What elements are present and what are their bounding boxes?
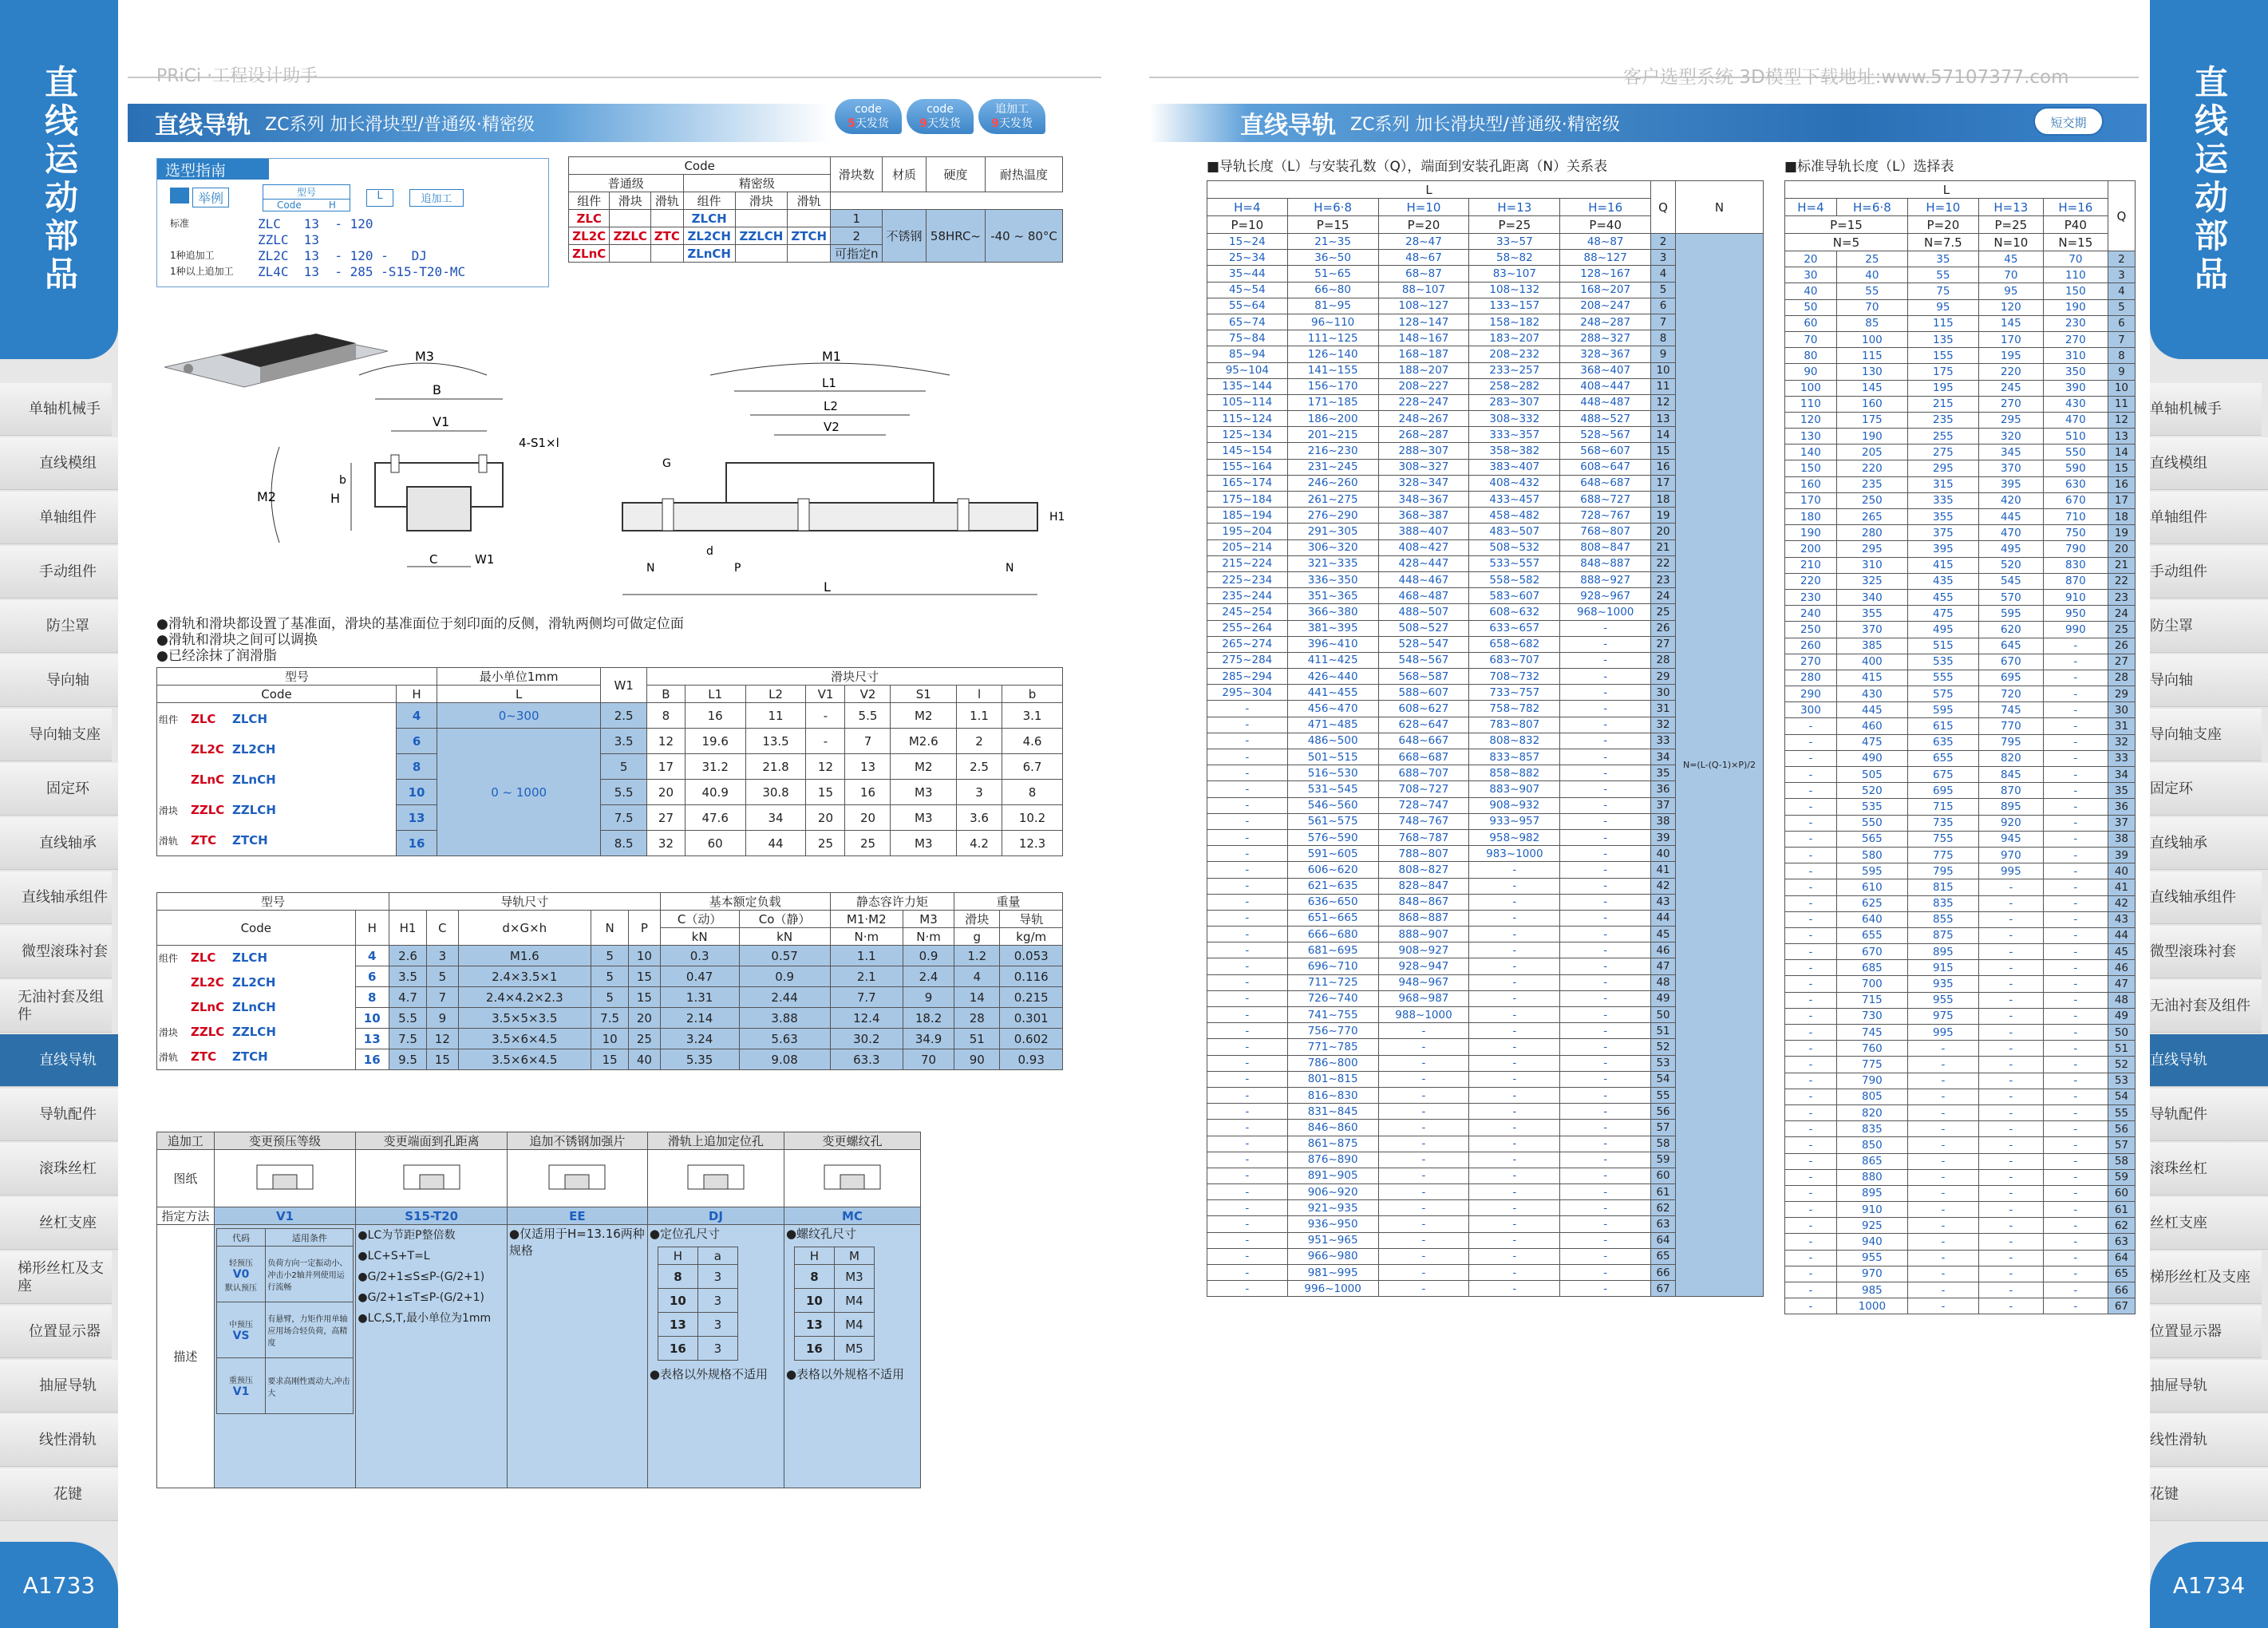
table1-row: 组件 ZLC ZLCH ZL2C ZL2CH ZLnC ZLnCH 滑块 ZZLC ZZLCH 滑轨 ZTC ZTCH 4 0~300 2.5 8 16 11 - 5.5 M2 1.1 3.1 bbox=[157, 703, 1063, 729]
nav-item[interactable]: 直线导轨 bbox=[2150, 1034, 2268, 1087]
dim-b-small: b bbox=[339, 474, 346, 487]
dim-c: C bbox=[429, 552, 438, 567]
brand-right: 客户选型系统 3D模型下载地址:www.57107377.com bbox=[1623, 67, 2069, 88]
dim-m2: M2 bbox=[257, 489, 276, 504]
code-row: ZLC ZLCH 1 不锈钢 58HRC~ -40 ~ 80°C bbox=[569, 210, 1063, 227]
length-row: - 906~920 - - - 61 bbox=[1207, 1184, 1764, 1200]
length-row: - 576~590 768~787 958~982 - 39 bbox=[1207, 829, 1764, 845]
note-1: ●滑轨和滑块都设置了基准面，滑块的基准面位于刻印面的反侧，滑轨两侧均可做定位面 bbox=[156, 616, 684, 632]
nav-item[interactable]: 导向轴支座 bbox=[2150, 709, 2262, 761]
length-row: 245~254 366~380 488~507 608~632 968~1000 25 bbox=[1207, 604, 1764, 620]
std-length-row: - 655 875 - - 44 bbox=[1785, 927, 2136, 943]
std-length-row: - 625 835 - - 42 bbox=[1785, 895, 2136, 911]
length-row: - 801~815 - - - 54 bbox=[1207, 1071, 1764, 1087]
length-row: - 501~515 668~687 833~857 - 34 bbox=[1207, 749, 1764, 765]
length-row: - 486~500 648~667 808~832 - 33 bbox=[1207, 733, 1764, 749]
nav-item[interactable]: 防尘罩 bbox=[2150, 600, 2268, 653]
left-sidebar bbox=[0, 0, 118, 1628]
badge-2: code 9天发货 bbox=[907, 99, 974, 134]
length-row: - 846~860 - - - 57 bbox=[1207, 1120, 1764, 1136]
category-nav bbox=[0, 383, 118, 1523]
table2-row: 6 3.5 5 2.4×3.5×1 5 15 0.47 0.9 2.1 2.4 4 0.116 bbox=[157, 966, 1063, 987]
length-row: 295~304 441~455 588~607 733~757 - 30 bbox=[1207, 685, 1764, 701]
length-row: - 696~710 928~947 - - 47 bbox=[1207, 958, 1764, 974]
stainless-desc: ●仅适用于H=13.16两种规格 bbox=[507, 1225, 647, 1488]
std-length-row: - 490 655 820 - 33 bbox=[1785, 750, 2136, 766]
nav-item[interactable]: 导轨配件 bbox=[2150, 1089, 2268, 1141]
nav-item[interactable]: 单轴组件 bbox=[0, 492, 118, 544]
dim-v1: V1 bbox=[433, 414, 450, 429]
right-sidebar bbox=[2150, 0, 2268, 1628]
side-view-drawing bbox=[591, 343, 1069, 607]
nav-item[interactable]: 丝杠支座 bbox=[2150, 1197, 2268, 1250]
std-length-row: - 985 - - - 66 bbox=[1785, 1282, 2136, 1298]
std-length-row: 120 175 235 295 470 12 bbox=[1785, 412, 2136, 428]
nav-item[interactable]: 防尘罩 bbox=[0, 600, 118, 653]
std-length-row: - 880 - - - 59 bbox=[1785, 1169, 2136, 1185]
right-title-bar bbox=[1149, 104, 2147, 142]
code-row: ZLnC ZLnCH 可指定n bbox=[569, 245, 1063, 263]
badge-3: 追加工 9天发货 bbox=[978, 99, 1045, 134]
guide-row-label: 1种以上追加工 bbox=[170, 266, 234, 277]
nav-item[interactable]: 手动组件 bbox=[0, 546, 118, 599]
n-formula: N=(L-(Q-1)×P)/2 bbox=[1676, 234, 1764, 1297]
std-length-row: - 790 - - - 53 bbox=[1785, 1073, 2136, 1089]
std-length-row: 180 265 355 445 710 18 bbox=[1785, 509, 2136, 525]
nav-item[interactable]: 花键 bbox=[2150, 1468, 2268, 1521]
std-length-row: - 925 - - - 62 bbox=[1785, 1218, 2136, 1234]
page-title: 直线导轨 bbox=[155, 112, 251, 140]
std-length-row: 50 70 95 120 190 5 bbox=[1785, 299, 2136, 315]
std-length-row: - 940 - - - 63 bbox=[1785, 1234, 2136, 1250]
position-hole-table: H a 8 3 10 3 13 3 16 3 bbox=[658, 1247, 738, 1361]
length-row: - 471~485 628~647 783~807 - 32 bbox=[1207, 717, 1764, 733]
std-length-row: 250 370 495 620 990 25 bbox=[1785, 622, 2136, 638]
guide-heading: 选型指南 bbox=[157, 159, 269, 180]
note-3: ●已经涂抹了润滑脂 bbox=[156, 648, 277, 664]
thread-hole-table: H M 8 M3 10 M4 13 M4 16 M5 bbox=[794, 1247, 875, 1361]
std-length-row: - 820 - - - 55 bbox=[1785, 1104, 2136, 1120]
format-box-type: 型号 Code H bbox=[263, 184, 350, 211]
std-length-row: - 595 795 995 - 40 bbox=[1785, 863, 2136, 879]
table2-row: 16 9.5 15 3.5×6×4.5 15 40 5.35 9.08 63.3 70 90 0.93 bbox=[157, 1049, 1063, 1070]
nav-item[interactable]: 直线轴承 bbox=[2150, 817, 2268, 870]
length-row: - 831~845 - - - 56 bbox=[1207, 1104, 1764, 1120]
std-length-row: - 640 855 - - 43 bbox=[1785, 911, 2136, 927]
std-length-row: - 685 915 - - 46 bbox=[1785, 960, 2136, 976]
std-length-row: - 1000 - - - 67 bbox=[1785, 1298, 2136, 1314]
page-title-right: 直线导轨 bbox=[1240, 112, 1336, 140]
length-row: 35~44 51~65 68~87 83~107 128~167 4 bbox=[1207, 266, 1764, 282]
guide-rows bbox=[170, 216, 465, 280]
std-length-row: - 910 - - - 61 bbox=[1785, 1202, 2136, 1218]
nav-item[interactable]: 滚珠丝杠 bbox=[2150, 1143, 2268, 1195]
std-length-row: 240 355 475 595 950 24 bbox=[1785, 606, 2136, 622]
std-length-row: - 730 975 - - 49 bbox=[1785, 1008, 2136, 1024]
dim-p: P bbox=[734, 562, 741, 575]
std-length-row: 40 55 75 95 150 4 bbox=[1785, 283, 2136, 299]
nav-item[interactable]: 固定环 bbox=[0, 763, 118, 816]
length-row: - 921~935 - - - 62 bbox=[1207, 1200, 1764, 1216]
length-row: 145~154 216~230 288~307 358~382 568~607 15 bbox=[1207, 443, 1764, 459]
dim-m1: M1 bbox=[822, 349, 841, 364]
dim-m3: M3 bbox=[415, 349, 434, 364]
nav-item[interactable]: 直线模组 bbox=[0, 437, 118, 490]
length-hole-table: L Q N H=4 H=6·8 H=10 H=13 H=16 P=10 P=15 P=20 P=25 P=40 15~24 21~35 28~47 33~57 48~87 2 N=(L-(Q-1)×P)/2 25~34 36~50 48~67 58~82 88~127 3 35~44 51~65 68~87 83~107 128~167 4 45~54 66~80 88~107 108~132 168~207 5 55~64 81~95 108~127 133~157 208~247 6 65~74 96~110 128~147 158~182 248~287 7 75~84 111~125 148~167 183~207 288~327 8 85~94 126~140 168~187 208~232 328~367 9 95~104 141~155 188~207 233~257 368~407 10 135~144 156~170 208~227 258~282 408~447 11 105~114 171~185 228~247 283~307 448~487 12 115~124 186~200 248~267 308~332 488~527 13 125~134 201~215 268~287 333~357 528~567 14 145~154 216~230 288~307 358~382 568~607 15 155~164 231~245 308~327 383~407 608~647 16 165~174 246~260 328~347 408~432 648~687 17 175~184 261~275 348~367 433~457 688~727 18 185~194 276~290 368~387 458~482 728~767 19 195~204 291~305 388~407 483~507 768~807 20 205~214 306~320 408~427 508~532 808~847 21 215~224 321~335 428~447 533~557 848~887 22 225~234 336~350 448~467 558~582 888~927 23 235~244 351~365 468~487 583~607 928~967 24 245~254 366~380 488~507 608~632 968~1000 25 255~264 381~395 508~527 633~657 - 26 265~274 396~410 528~547 658~682 - 27 275~284 411~425 548~567 683~707 - 28 285~294 426~440 568~587 708~732 - 29 295~304 441~455 588~607 733~757 - 30 - 456~470 608~627 758~782 - 31 - 471~485 628~647 783~807 - 32 - 486~500 648~667 808~832 - 33 - 501~515 668~687 833~857 - 34 - 516~530 688~707 858~882 - 35 - 531~545 708~727 883~907 - 36 - 546~560 728~747 908~932 - 37 - 561~575 748~767 933~957 - 38 - 576~590 768~787 958~982 - 39 - 591~605 788~807 983~1000 - 40 - 606~620 808~827 - - 41 - 621~635 828~847 - - 42 - 636~650 848~867 - - 43 - 651~665 868~887 - - 44 - 666~680 888~907 - - 45 - 681~695 908~927 - - 46 - 696~710 928~947 - - 47 - 711~725 948~967 - - 48 - 726~740 968~987 - - 49 - 741~755 988~1000 - - 50 - 756~770 - - - 51 - 771~785 - - - 52 - 786~800 - - - 53 - 801~815 - - - 54 - 816~830 - - - 55 - 831~845 - - - 56 - 846~860 - - - 57 - 861~875 - - - 58 - 876~890 - - - 59 - 891~905 - - - 60 - 906~920 - - - 61 - 921~935 - - - 62 - 936~950 - - - 63 - 951~965 - - - 64 - 966~980 - - - 65 - 981~995 - - - 66 - 996~1000 - - - 67 bbox=[1207, 180, 1764, 1297]
std-length-row: - 760 - - - 51 bbox=[1785, 1041, 2136, 1057]
thread-hole-desc: ●螺纹孔尺寸 H M 8 M3 10 M4 13 M4 16 M5 ●表格以外规格不适用 bbox=[784, 1225, 920, 1488]
length-row: - 816~830 - - - 55 bbox=[1207, 1087, 1764, 1103]
guide-row-code: ZL4C 13 - 285 -S15-T20-MC bbox=[258, 264, 466, 279]
length-row: - 951~965 - - - 64 bbox=[1207, 1232, 1764, 1248]
std-length-row: - 565 755 945 - 38 bbox=[1785, 831, 2136, 847]
length-row: - 996~1000 - - - 67 bbox=[1207, 1281, 1764, 1297]
std-length-row: 210 310 415 520 830 21 bbox=[1785, 557, 2136, 573]
nav-item[interactable]: 抽屉导轨 bbox=[0, 1360, 118, 1413]
table2-codes: 组件 ZLC ZLCH ZL2C ZL2CH ZLnC ZLnCH 滑块 ZZLC ZZLCH 滑轨 ZTC ZTCH bbox=[157, 946, 356, 1070]
std-length-row: 60 85 115 145 230 6 bbox=[1785, 315, 2136, 331]
length-row: - 876~890 - - - 59 bbox=[1207, 1152, 1764, 1168]
table1-row: 13 7.5 27 47.6 34 20 20 M3 3.6 10.2 bbox=[157, 805, 1063, 831]
length-row: - 591~605 788~807 983~1000 - 40 bbox=[1207, 846, 1764, 862]
addon-drawing-1 bbox=[356, 1150, 508, 1207]
std-length-row: 110 160 215 270 430 11 bbox=[1785, 396, 2136, 412]
length-row: - 741~755 988~1000 - - 50 bbox=[1207, 1007, 1764, 1023]
length-row: - 936~950 - - - 63 bbox=[1207, 1216, 1764, 1232]
std-length-row: - 895 - - - 60 bbox=[1785, 1185, 2136, 1201]
standard-length-table: L Q H=4 H=6·8 H=10 H=13 H=16 P=15 P=20 P=25 P40 N=5 N=7.5 N=10 N=15 20 25 35 45 70 2 30 40 55 70 110 3 40 55 75 95 150 4 50 70 95 120 190 5 60 85 115 145 230 6 70 100 135 170 270 7 80 115 155 195 310 8 90 130 175 220 350 9 100 145 195 245 390 10 110 160 215 270 430 11 120 175 235 295 470 12 130 190 255 320 510 13 140 205 275 345 550 14 150 220 295 370 590 15 160 235 315 395 630 16 170 250 335 420 670 17 180 265 355 445 710 18 190 280 375 470 750 19 200 295 395 495 790 20 210 310 415 520 830 21 220 325 435 545 870 22 230 340 455 570 910 23 240 355 475 595 950 24 250 370 495 620 990 25 260 385 515 645 - 26 270 400 535 670 - 27 280 415 555 695 - 28 290 430 575 720 - 29 300 445 595 745 - 30 - 460 615 770 - 31 - 475 635 795 - 32 - 490 655 820 - 33 - 505 675 845 - 34 - 520 695 870 - 35 - 535 715 895 - 36 - 550 735 920 - 37 - 565 755 945 - 38 - 580 775 970 - 39 - 595 795 995 - 40 - 610 815 - - 41 - 625 835 - - 42 - 640 855 - - 43 - 655 875 - - 44 - 670 895 - - 45 - 685 915 - - 46 - 700 935 - - 47 - 715 955 - - 48 - 730 975 - - 49 - 745 995 - - 50 - 760 - - - 51 - 775 - - - 52 - 790 - - - 53 - 805 - - - 54 - 820 - - - 55 - 835 - - - 56 - 850 - - - 57 - 865 - - - 58 - 880 - - - 59 - 895 - - - 60 - 910 - - - 61 - 925 - - - 62 - 940 - - - 63 - 955 - - - 64 - 970 - - - 65 - 985 - - - 66 - 1000 - - - 67 bbox=[1784, 180, 2136, 1314]
length-row: 195~204 291~305 388~407 483~507 768~807 20 bbox=[1207, 524, 1764, 539]
length-row: 85~94 126~140 168~187 208~232 328~367 9 bbox=[1207, 346, 1764, 362]
short-delivery-tag: 短交期 bbox=[2033, 107, 2104, 136]
nav-item[interactable]: 导轨配件 bbox=[0, 1089, 118, 1141]
nav-item[interactable]: 微型滚珠衬套 bbox=[0, 926, 112, 978]
std-length-row: - 580 775 970 - 39 bbox=[1785, 847, 2136, 863]
std-length-row: - 505 675 845 - 34 bbox=[1785, 767, 2136, 783]
length-row: - 606~620 808~827 - - 41 bbox=[1207, 862, 1764, 878]
left-title-bar bbox=[128, 104, 830, 142]
table2-row: 10 5.5 9 3.5×5×3.5 7.5 20 2.14 3.88 12.4 18.2 28 0.301 bbox=[157, 1008, 1063, 1029]
length-row: 255~264 381~395 508~527 633~657 - 26 bbox=[1207, 620, 1764, 636]
nav-item[interactable]: 无油衬套及组件 bbox=[2150, 980, 2262, 1033]
nav-item[interactable]: 滚珠丝杠 bbox=[0, 1143, 118, 1195]
guide-row-label bbox=[170, 232, 258, 248]
std-length-row: 300 445 595 745 - 30 bbox=[1785, 702, 2136, 718]
std-length-row: 20 25 35 45 70 2 bbox=[1785, 251, 2136, 267]
std-length-row: 260 385 515 645 - 26 bbox=[1785, 638, 2136, 654]
dim-v2: V2 bbox=[824, 420, 840, 434]
dim-s1: 4-S1×l bbox=[519, 436, 559, 450]
length-row: - 891~905 - - - 60 bbox=[1207, 1168, 1764, 1183]
length-row: - 561~575 748~767 933~957 - 38 bbox=[1207, 813, 1764, 829]
nav-item[interactable]: 导向轴 bbox=[0, 654, 118, 707]
nav-item[interactable]: 直线轴承 bbox=[0, 817, 118, 870]
std-length-row: - 775 - - - 52 bbox=[1785, 1057, 2136, 1073]
std-length-row: 220 325 435 545 870 22 bbox=[1785, 573, 2136, 589]
std-length-row: 150 220 295 370 590 15 bbox=[1785, 460, 2136, 476]
std-length-row: - 535 715 895 - 36 bbox=[1785, 799, 2136, 815]
table1-row: 8 5 17 31.2 21.8 12 13 M2 2.5 6.7 bbox=[157, 754, 1063, 780]
length-row: - 966~980 - - - 65 bbox=[1207, 1248, 1764, 1264]
guide-row-label: 1种追加工 bbox=[170, 250, 215, 261]
dim-w1: W1 bbox=[475, 552, 495, 567]
table1-row: 16 8.5 32 60 44 25 25 M3 4.2 12.3 bbox=[157, 831, 1063, 856]
feature-notes bbox=[156, 616, 684, 664]
length-row: 275~284 411~425 548~567 683~707 - 28 bbox=[1207, 652, 1764, 668]
length-row: 285~294 426~440 568~587 708~732 - 29 bbox=[1207, 669, 1764, 685]
std-length-row: - 460 615 770 - 31 bbox=[1785, 718, 2136, 734]
nav-item[interactable]: 花键 bbox=[0, 1468, 118, 1521]
length-row: 105~114 171~185 228~247 283~307 448~487 12 bbox=[1207, 394, 1764, 410]
nav-item[interactable]: 丝杠支座 bbox=[0, 1197, 118, 1250]
guide-row-label: 标准 bbox=[170, 218, 190, 229]
format-box-addon: 追加工 bbox=[409, 189, 464, 207]
length-row: - 531~545 708~727 883~907 - 36 bbox=[1207, 781, 1764, 797]
code-row: ZL2C ZZLC ZTC ZL2CH ZZLCH ZTCH 2 bbox=[569, 227, 1063, 245]
nav-item[interactable]: 单轴机械手 bbox=[0, 383, 112, 436]
length-row: - 621~635 828~847 - - 42 bbox=[1207, 878, 1764, 894]
std-length-row: - 850 - - - 57 bbox=[1785, 1137, 2136, 1153]
nav-item[interactable]: 导向轴 bbox=[2150, 654, 2268, 707]
dim-h1: H1 bbox=[1049, 511, 1065, 524]
nav-item[interactable]: 直线轴承组件 bbox=[2150, 871, 2262, 924]
std-length-row: 160 235 315 395 630 16 bbox=[1785, 476, 2136, 492]
nav-item[interactable]: 无油衬套及组件 bbox=[0, 980, 112, 1033]
table1-codes: 组件 ZLC ZLCH ZL2C ZL2CH ZLnC ZLnCH 滑块 ZZLC ZZLCH 滑轨 ZTC ZTCH bbox=[157, 703, 397, 856]
std-length-row: 170 250 335 420 670 17 bbox=[1785, 492, 2136, 508]
preload-table: 代码 适用条件 轻预压 V0 默认预压 负荷方向一定振动小、冲击小2轴并列使用运行流畅 中预压 VS 有悬臂，力矩作用单轴应用场合轻负荷，高精度 重预压 V1 要求高刚性震动大,冲击大 bbox=[216, 1228, 354, 1414]
length-row: 15~24 21~35 28~47 33~57 48~87 2 N=(L-(Q-1)×P)/2 bbox=[1207, 234, 1764, 250]
section-title-right: 直线运动部品 bbox=[2150, 0, 2268, 359]
length-row: 115~124 186~200 248~267 308~332 488~527 13 bbox=[1207, 411, 1764, 427]
front-view-drawing bbox=[247, 343, 559, 591]
length-row: - 756~770 - - - 51 bbox=[1207, 1023, 1764, 1039]
example-label: 举例 bbox=[192, 188, 229, 207]
std-length-row: - 610 815 - - 41 bbox=[1785, 879, 2136, 895]
std-length-row: 80 115 155 195 310 8 bbox=[1785, 348, 2136, 364]
std-length-row: - 835 - - - 56 bbox=[1785, 1121, 2136, 1137]
computer-icon bbox=[170, 188, 189, 204]
nav-item[interactable]: 直线模组 bbox=[2150, 437, 2268, 490]
nav-item[interactable]: 位置显示器 bbox=[2150, 1306, 2262, 1358]
category-nav-right bbox=[2150, 383, 2268, 1523]
nav-item[interactable]: 手动组件 bbox=[2150, 546, 2268, 599]
std-length-row: 140 205 275 345 550 14 bbox=[1785, 445, 2136, 460]
std-length-row: - 550 735 920 - 37 bbox=[1785, 815, 2136, 831]
guide-row-code: ZL2C 13 - 120 - DJ bbox=[258, 248, 427, 263]
guide-row-code: ZLC 13 - 120 bbox=[258, 216, 373, 231]
std-length-row: - 955 - - - 64 bbox=[1785, 1250, 2136, 1266]
length-row: 135~144 156~170 208~227 258~282 408~447 11 bbox=[1207, 378, 1764, 394]
dim-l2: L2 bbox=[824, 399, 838, 413]
dim-g: G bbox=[662, 457, 671, 470]
position-hole-desc: ●定位孔尺寸 H a 8 3 10 3 13 3 16 3 ●表格以外规格不适用 bbox=[647, 1225, 784, 1488]
length-row: - 726~740 968~987 - - 49 bbox=[1207, 990, 1764, 1006]
nav-item[interactable]: 抽屉导轨 bbox=[2150, 1360, 2268, 1413]
std-length-row: - 700 935 - - 47 bbox=[1785, 976, 2136, 992]
std-length-row: 230 340 455 570 910 23 bbox=[1785, 589, 2136, 605]
addon-drawing-4 bbox=[784, 1150, 920, 1207]
std-length-row: - 970 - - - 65 bbox=[1785, 1266, 2136, 1282]
std-length-row: - 475 635 795 - 32 bbox=[1785, 734, 2136, 750]
length-row: - 681~695 908~927 - - 46 bbox=[1207, 942, 1764, 958]
length-row: - 456~470 608~627 758~782 - 31 bbox=[1207, 701, 1764, 717]
nav-item[interactable]: 梯形丝杠及支座 bbox=[0, 1251, 112, 1304]
std-length-row: 280 415 555 695 - 28 bbox=[1785, 670, 2136, 686]
std-length-row: 90 130 175 220 350 9 bbox=[1785, 364, 2136, 380]
additional-machining-table: 追加工 变更预压等级 变更端面到孔距离 追加不锈钢加强片 滑轨上追加定位孔 变更螺纹孔 图纸 指定方法 V1 S15-T20 EE DJ MC 描述 代码 适用条件 轻预压 V0 默认预压 负荷方向一定振动小、冲击小2轴并列使用运行流畅 中预压 VS 有悬臂，力矩作用单轴应用场合轻负荷，高精度 重预压 V1 要求高刚性震动大,冲击大 ●LC为节距P整倍数 ●LC+S+T=L ●G/2+1≤S≤P-(G/2+1) ●G/2+1≤T≤P-(G/2+1) ●LC,S,T,最小单位为1mm ●仅适用于H=13.16两种规格 ●定位孔尺寸 H a 8 3 10 3 13 3 16 3 ●表格以外规格不适用 ●螺纹孔尺寸 H M 8 M3 10 M4 13 M4 16 M5 ●表格以外规格不适用 bbox=[156, 1132, 921, 1488]
length-row: 225~234 336~350 448~467 558~582 888~927 23 bbox=[1207, 571, 1764, 587]
nav-item[interactable]: 直线轴承组件 bbox=[0, 871, 112, 924]
length-row: 165~174 246~260 328~347 408~432 648~687 17 bbox=[1207, 475, 1764, 491]
rail-dimension-table: 型号 导轨尺寸 基本额定负载 静态容许力矩 重量 Code H H1 C d×G×h N P C（动） Co（静） M1·M2 M3 滑块 导轨 kN kN N·m N·m g kg/m 组件 ZLC ZLCH ZL2C ZL2CH ZLnC ZLnCH 滑块 ZZLC ZZLCH 滑轨 ZTC ZTCH 4 2.6 3 M1.6 5 10 0.3 0.57 1.1 0.9 1.2 0.053 6 3.5 5 2.4×3.5×1 5 15 0.47 0.9 2.1 2.4 4 0.116 8 4.7 7 2.4×4.2×2.3 5 15 1.31 2.44 7.7 9 14 0.215 10 5.5 9 3.5×5×3.5 7.5 20 2.14 3.88 12.4 18.2 28 0.301 13 7.5 12 3.5×6×4.5 10 25 3.24 5.63 30.2 34.9 51 0.602 16 9.5 15 3.5×6×4.5 15 40 5.35 9.08 63.3 70 90 0.93 bbox=[156, 892, 1063, 1070]
table2-row: 13 7.5 12 3.5×6×4.5 10 25 3.24 5.63 30.2 34.9 51 0.602 bbox=[157, 1029, 1063, 1049]
length-row: - 516~530 688~707 858~882 - 35 bbox=[1207, 765, 1764, 781]
nav-item[interactable]: 单轴机械手 bbox=[2150, 383, 2262, 436]
length-row: 55~64 81~95 108~127 133~157 208~247 6 bbox=[1207, 298, 1764, 314]
slider-dimension-table: 型号 最小单位1mm W1 滑块尺寸 Code H L B L1 L2 V1 V2 S1 l b 组件 ZLC ZLCH ZL2C ZL2CH ZLnC ZLnCH 滑块 ZZLC ZZLCH 滑轨 ZTC ZTCH 4 0~300 2.5 8 16 11 - 5.5 M2 1.1 3.1 6 0 ~ 1000 3.5 12 19.6 13.5 - 7 M2.6 2 4.6 8 5 17 31.2 21.8 12 13 M2 2.5 6.7 10 5.5 20 40.9 30.8 15 16 M3 3 8 13 7.5 27 47.6 34 20 20 M3 3.6 10.2 16 8.5 32 60 44 25 25 M3 4.2 12.3 bbox=[156, 667, 1063, 856]
delivery-badges bbox=[835, 99, 1045, 134]
format-box-l: L bbox=[366, 189, 393, 207]
nav-item[interactable]: 导向轴支座 bbox=[0, 709, 112, 761]
length-row: - 771~785 - - - 52 bbox=[1207, 1039, 1764, 1055]
table2-row: 组件 ZLC ZLCH ZL2C ZL2CH ZLnC ZLnCH 滑块 ZZLC ZZLCH 滑轨 ZTC ZTCH 4 2.6 3 M1.6 5 10 0.3 0.57 1.1 0.9 1.2 0.053 bbox=[157, 946, 1063, 966]
dim-n: N bbox=[646, 562, 655, 575]
dim-b: B bbox=[433, 382, 441, 397]
nav-item[interactable]: 线性滑轨 bbox=[0, 1414, 118, 1467]
std-length-row: - 865 - - - 58 bbox=[1785, 1153, 2136, 1169]
dim-l1: L1 bbox=[822, 376, 836, 390]
length-row: 125~134 201~215 268~287 333~357 528~567 14 bbox=[1207, 427, 1764, 443]
code-table: Code 滑块数 材质 硬度 耐热温度 普通级 精密级 组件 滑块 滑轨 组件 滑块 滑轨 ZLC ZLCH 1 不锈钢 58HRC~ -40 ~ 80°C ZL2C ZZLC ZTC ZL2CH ZZLCH ZTCH 2 ZLnC ZLnCH 可指定n bbox=[568, 156, 1063, 263]
length-row: 215~224 321~335 428~447 533~557 848~887 22 bbox=[1207, 555, 1764, 571]
table1-row: 6 0 ~ 1000 3.5 12 19.6 13.5 - 7 M2.6 2 4.6 bbox=[157, 729, 1063, 754]
nav-item[interactable]: 固定环 bbox=[2150, 763, 2268, 816]
badge-1: code 5天发货 bbox=[835, 99, 902, 134]
std-length-row: - 805 - - - 54 bbox=[1785, 1089, 2136, 1104]
std-length-row: 130 190 255 320 510 13 bbox=[1785, 429, 2136, 445]
nav-item[interactable]: 线性滑轨 bbox=[2150, 1414, 2268, 1467]
selection-guide bbox=[156, 158, 549, 287]
length-row: 95~104 141~155 188~207 233~257 368~407 10 bbox=[1207, 362, 1764, 378]
table1-row: 10 5.5 20 40.9 30.8 15 16 M3 3 8 bbox=[157, 780, 1063, 805]
nav-item[interactable]: 直线导轨 bbox=[0, 1034, 118, 1087]
length-row: 65~74 96~110 128~147 158~182 248~287 7 bbox=[1207, 314, 1764, 330]
dim-d: d bbox=[706, 545, 713, 558]
addon-drawing-0 bbox=[214, 1150, 356, 1207]
std-length-row: 30 40 55 70 110 3 bbox=[1785, 267, 2136, 283]
section-title: 直线运动部品 bbox=[0, 0, 118, 359]
std-length-row: 190 280 375 470 750 19 bbox=[1785, 525, 2136, 541]
nav-item[interactable]: 位置显示器 bbox=[0, 1306, 112, 1358]
standard-length-table-title: ■标准导轨长度（L）选择表 bbox=[1784, 159, 1954, 175]
std-length-row: 100 145 195 245 390 10 bbox=[1785, 380, 2136, 396]
length-row: 235~244 351~365 468~487 583~607 928~967 24 bbox=[1207, 588, 1764, 604]
length-row: - 651~665 868~887 - - 44 bbox=[1207, 910, 1764, 926]
length-row: 185~194 276~290 368~387 458~482 728~767 19 bbox=[1207, 508, 1764, 524]
std-length-row: 200 295 395 495 790 20 bbox=[1785, 541, 2136, 557]
brand-left: PRiCi ·工程设计助手 bbox=[156, 66, 318, 86]
page-number: A1733 bbox=[0, 1542, 118, 1628]
length-row: - 711~725 948~967 - - 48 bbox=[1207, 974, 1764, 990]
length-row: - 636~650 848~867 - - 43 bbox=[1207, 894, 1764, 910]
length-hole-table-title: ■导轨长度（L）与安装孔数（Q），端面到安装孔距离（N）关系表 bbox=[1207, 159, 1608, 175]
note-2: ●滑轨和滑块之间可以调换 bbox=[156, 632, 318, 648]
length-row: - 786~800 - - - 53 bbox=[1207, 1055, 1764, 1071]
length-row: 265~274 396~410 528~547 658~682 - 27 bbox=[1207, 636, 1764, 652]
guide-row-code: ZZLC 13 bbox=[258, 232, 320, 247]
length-row: - 981~995 - - - 66 bbox=[1207, 1265, 1764, 1281]
addon-drawing-3 bbox=[647, 1150, 784, 1207]
distance-desc: ●LC为节距P整倍数 ●LC+S+T=L ●G/2+1≤S≤P-(G/2+1) ●G/2+1≤T≤P-(G/2+1) ●LC,S,T,最小单位为1mm bbox=[356, 1225, 508, 1488]
std-length-row: - 715 955 - - 48 bbox=[1785, 992, 2136, 1008]
length-row: 25~34 36~50 48~67 58~82 88~127 3 bbox=[1207, 250, 1764, 266]
length-row: 175~184 261~275 348~367 433~457 688~727 18 bbox=[1207, 492, 1764, 508]
std-length-row: - 745 995 - - 50 bbox=[1785, 1025, 2136, 1041]
length-row: - 546~560 728~747 908~932 - 37 bbox=[1207, 797, 1764, 813]
dim-h: H bbox=[330, 491, 341, 506]
std-length-row: 70 100 135 170 270 7 bbox=[1785, 331, 2136, 347]
dim-n-right: N bbox=[1006, 562, 1014, 575]
length-row: 155~164 231~245 308~327 383~407 608~647 16 bbox=[1207, 459, 1764, 475]
std-length-row: 290 430 575 720 - 29 bbox=[1785, 686, 2136, 702]
std-length-row: - 670 895 - - 45 bbox=[1785, 944, 2136, 960]
nav-item[interactable]: 单轴组件 bbox=[2150, 492, 2268, 544]
page-subtitle-right: ZC系列 加长滑块型/普通级·精密级 bbox=[1350, 114, 1620, 135]
nav-item[interactable]: 微型滚珠衬套 bbox=[2150, 926, 2262, 978]
length-row: 205~214 306~320 408~427 508~532 808~847 21 bbox=[1207, 539, 1764, 555]
length-row: 75~84 111~125 148~167 183~207 288~327 8 bbox=[1207, 330, 1764, 346]
std-length-row: 270 400 535 670 - 27 bbox=[1785, 654, 2136, 670]
length-row: - 666~680 888~907 - - 45 bbox=[1207, 927, 1764, 942]
table2-row: 8 4.7 7 2.4×4.2×2.3 5 15 1.31 2.44 7.7 9 14 0.215 bbox=[157, 987, 1063, 1008]
dim-l: L bbox=[824, 579, 831, 595]
preload-desc bbox=[214, 1225, 356, 1488]
nav-item[interactable]: 梯形丝杠及支座 bbox=[2150, 1251, 2262, 1304]
length-row: 45~54 66~80 88~107 108~132 168~207 5 bbox=[1207, 282, 1764, 298]
std-length-row: - 520 695 870 - 35 bbox=[1785, 783, 2136, 799]
page-subtitle: ZC系列 加长滑块型/普通级·精密级 bbox=[265, 114, 535, 135]
length-row: - 861~875 - - - 58 bbox=[1207, 1136, 1764, 1152]
page-number-right: A1734 bbox=[2150, 1542, 2268, 1628]
addon-drawing-2 bbox=[507, 1150, 647, 1207]
